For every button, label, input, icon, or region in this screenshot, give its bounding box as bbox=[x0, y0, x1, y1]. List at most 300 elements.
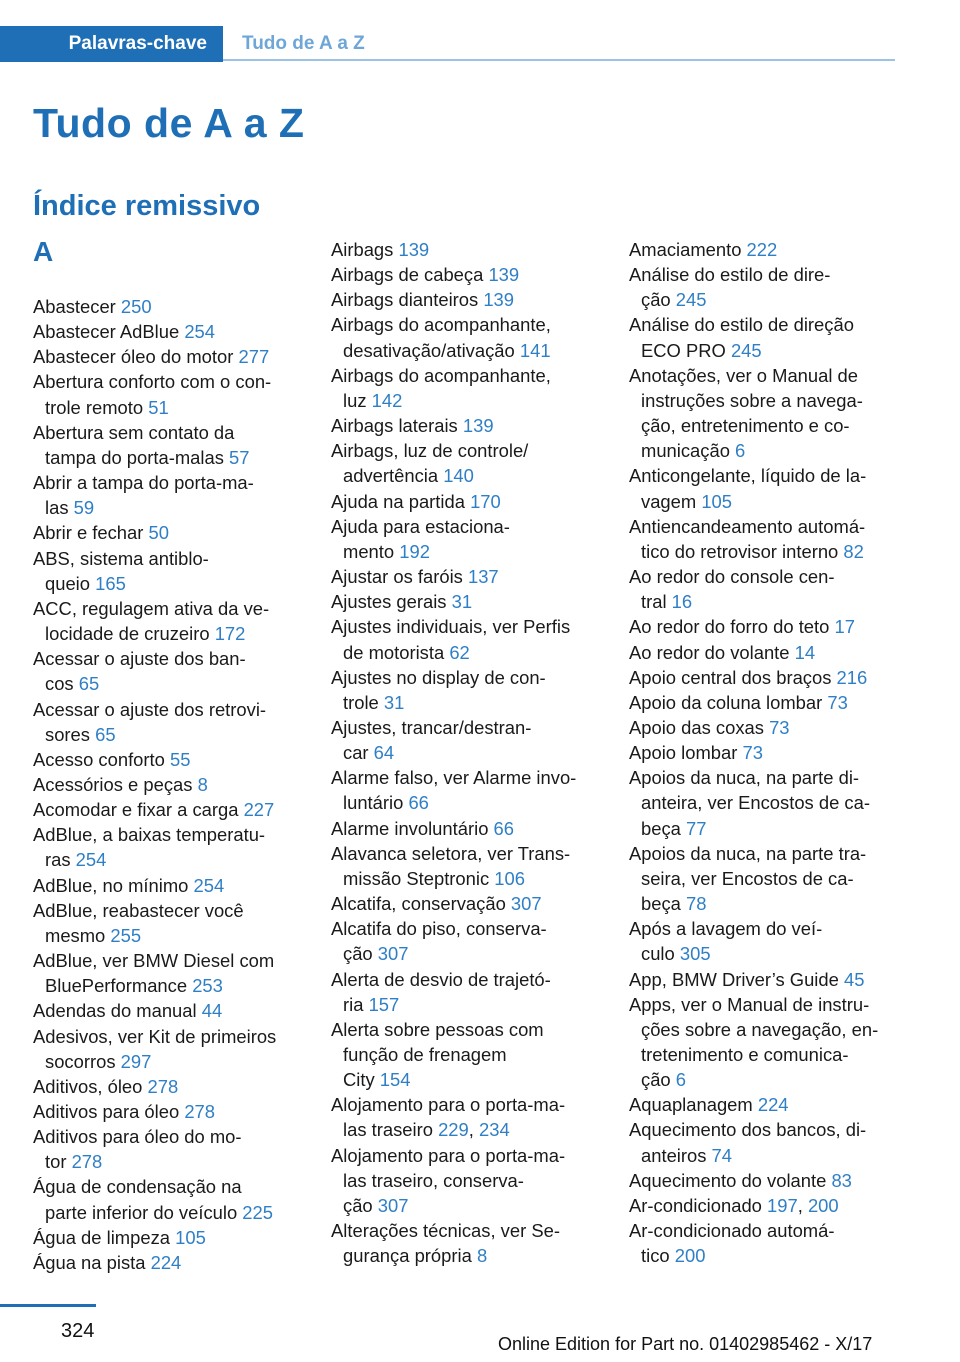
page-reference-link[interactable]: 139 bbox=[483, 289, 515, 311]
page-reference-link[interactable]: 141 bbox=[519, 339, 551, 361]
index-entry-line bbox=[33, 697, 303, 722]
index-entry-line bbox=[33, 1124, 303, 1149]
index-entry-text: Após a lavagem do veí- bbox=[629, 918, 823, 940]
page-reference-link[interactable]: 165 bbox=[95, 572, 126, 594]
index-entry-line bbox=[629, 992, 899, 1017]
index-entry-text: beça bbox=[641, 893, 686, 915]
index-entry-text: Acomodar e fixar a carga bbox=[33, 799, 244, 821]
page-reference-link[interactable]: 224 bbox=[757, 1094, 789, 1116]
index-entry-line bbox=[33, 621, 303, 646]
index-entry bbox=[33, 822, 303, 872]
index-entry-line bbox=[629, 312, 899, 337]
index-entry-line bbox=[629, 841, 899, 866]
index-entry-text: City bbox=[343, 1069, 380, 1091]
page-reference-link[interactable]: 139 bbox=[398, 239, 430, 260]
page-reference-link[interactable]: 225 bbox=[242, 1201, 273, 1223]
index-entry-text: missão Steptronic bbox=[343, 867, 495, 889]
index-entry bbox=[331, 1017, 601, 1092]
index-entry bbox=[629, 715, 899, 740]
index-entry-text: Alarme involuntário bbox=[331, 817, 494, 839]
page-reference-link[interactable]: 51 bbox=[148, 396, 169, 418]
page-reference-link[interactable]: 307 bbox=[510, 893, 542, 915]
index-entry bbox=[331, 312, 601, 362]
page-reference-link[interactable]: 105 bbox=[175, 1226, 206, 1248]
page-reference-link[interactable]: 73 bbox=[742, 742, 763, 764]
index-entry-line bbox=[33, 1049, 303, 1074]
page-reference-link[interactable]: 59 bbox=[73, 497, 95, 519]
index-entry bbox=[33, 948, 303, 998]
index-entry-line bbox=[33, 1024, 303, 1049]
page-reference-link[interactable]: 50 bbox=[148, 522, 169, 544]
page-reference-link[interactable]: 234 bbox=[478, 1119, 510, 1141]
index-entry-line bbox=[331, 463, 601, 488]
page-reference-link[interactable]: 172 bbox=[214, 623, 246, 645]
index-entry-text: AdBlue, no mínimo bbox=[33, 874, 194, 896]
index-entry-text: Airbags laterais bbox=[331, 415, 463, 437]
index-entry-line bbox=[331, 312, 601, 337]
page-reference-link[interactable]: 73 bbox=[769, 716, 790, 738]
index-entry-text: instruções sobre a navega- bbox=[641, 389, 863, 411]
index-entry-text: função de frenagem bbox=[343, 1044, 507, 1065]
index-entry-text: Alcatifa do piso, conserva- bbox=[331, 918, 547, 940]
page-reference-link[interactable]: 55 bbox=[169, 748, 191, 770]
index-entry-line bbox=[629, 262, 899, 287]
page-reference-link[interactable]: 64 bbox=[373, 742, 395, 764]
header-divider bbox=[223, 59, 895, 61]
page-reference-link[interactable]: 66 bbox=[408, 792, 429, 814]
index-entry-text: ções sobre a navegação, en- bbox=[641, 1018, 879, 1040]
index-entry-text: ria bbox=[343, 993, 369, 1015]
index-entry-line bbox=[33, 470, 303, 495]
page-title: Tudo de A a Z bbox=[33, 100, 305, 146]
index-entry-line bbox=[629, 539, 899, 564]
index-entry-line bbox=[33, 797, 303, 822]
index-entry bbox=[629, 740, 899, 765]
page-reference-link[interactable]: 44 bbox=[201, 1000, 223, 1022]
index-entry-line bbox=[33, 1074, 303, 1099]
index-entry-text: Água de limpeza bbox=[33, 1226, 176, 1248]
index-entry-line bbox=[331, 916, 601, 941]
page-reference-link[interactable]: 278 bbox=[147, 1075, 179, 1097]
page-reference-link[interactable]: 245 bbox=[675, 289, 707, 311]
index-entry-text: Airbags bbox=[331, 239, 399, 260]
index-entry bbox=[629, 665, 899, 690]
index-entry-text: Alterações técnicas, ver Se- bbox=[331, 1220, 560, 1242]
page-reference-link[interactable]: 6 bbox=[675, 1069, 686, 1091]
index-entry-text: Acesso conforto bbox=[33, 748, 170, 770]
index-entry bbox=[331, 514, 601, 564]
index-entry-line bbox=[629, 740, 899, 765]
index-entry-text: Apoios da nuca, na parte tra- bbox=[629, 842, 867, 864]
index-entry-line bbox=[33, 998, 303, 1023]
index-entry-line bbox=[331, 413, 601, 438]
index-entry-text: Ajustes, trancar/destran- bbox=[331, 716, 532, 738]
index-entry-text: advertência bbox=[343, 465, 444, 487]
page-reference-link[interactable]: 8 bbox=[476, 1245, 488, 1267]
index-entry-text: anteira, ver Encostos de ca- bbox=[641, 792, 870, 814]
index-entry-text: Ao redor do volante bbox=[629, 641, 795, 663]
index-entry-text: vagem bbox=[641, 490, 702, 512]
index-entry bbox=[331, 715, 601, 765]
index-entry-text: Alojamento para o porta-ma- bbox=[331, 1094, 566, 1116]
index-entry-text: Aquaplanagem bbox=[629, 1094, 758, 1116]
index-entry-text: Água na pista bbox=[33, 1251, 151, 1273]
index-entry-line bbox=[629, 589, 899, 614]
page-reference-link[interactable]: 157 bbox=[368, 993, 400, 1015]
index-entry-line bbox=[331, 992, 601, 1017]
index-entry-text: BluePerformance bbox=[45, 975, 193, 997]
page-reference-link[interactable]: 254 bbox=[75, 849, 107, 871]
index-entry-line bbox=[33, 671, 303, 696]
page-reference-link[interactable]: 82 bbox=[843, 540, 864, 562]
page-reference-link[interactable]: 216 bbox=[836, 666, 868, 688]
index-entry-line bbox=[629, 690, 899, 715]
index-entry-line bbox=[331, 1092, 601, 1117]
page-reference-link[interactable]: 197 bbox=[767, 1194, 798, 1216]
index-entry bbox=[33, 520, 303, 545]
index-entry-line bbox=[331, 1193, 601, 1218]
index-entry bbox=[33, 1250, 303, 1275]
page-reference-link[interactable]: 154 bbox=[379, 1069, 411, 1091]
page-reference-link[interactable]: 278 bbox=[71, 1151, 103, 1173]
page-reference-link[interactable]: 45 bbox=[843, 968, 865, 990]
index-entry-text: Alavanca seletora, ver Trans- bbox=[331, 842, 571, 864]
index-entry-line bbox=[331, 765, 601, 790]
index-entry-text: ção bbox=[641, 289, 676, 311]
index-entry-text: desativação/ativação bbox=[343, 339, 520, 361]
index-entry-line bbox=[33, 495, 303, 520]
index-entry-line bbox=[629, 1017, 899, 1042]
index-entry bbox=[331, 589, 601, 614]
index-entry-line bbox=[629, 489, 899, 514]
index-entry bbox=[331, 891, 601, 916]
index-entry-line bbox=[33, 571, 303, 596]
index-entry-line bbox=[629, 237, 899, 262]
index-entry-text: Ar-condicionado automá- bbox=[629, 1220, 835, 1242]
index-entry-line bbox=[331, 1143, 601, 1168]
index-entry-line bbox=[33, 319, 303, 344]
index-entry-text: Aditivos, óleo bbox=[33, 1075, 148, 1097]
index-entry bbox=[331, 1092, 601, 1142]
page-reference-link[interactable]: 8 bbox=[197, 773, 208, 795]
index-entry-line bbox=[629, 1042, 899, 1067]
page-reference-link[interactable]: 200 bbox=[807, 1194, 839, 1216]
page-reference-link[interactable]: 277 bbox=[238, 346, 270, 368]
index-entry-line bbox=[331, 564, 601, 589]
index-entry bbox=[33, 1099, 303, 1124]
page-reference-link[interactable]: 250 bbox=[120, 296, 152, 317]
index-entry bbox=[33, 1225, 303, 1250]
page-reference-link[interactable]: 139 bbox=[488, 264, 520, 286]
index-entry bbox=[331, 967, 601, 1017]
index-entry-line bbox=[629, 1243, 899, 1268]
index-entry bbox=[33, 1124, 303, 1174]
page-reference-link[interactable]: 253 bbox=[192, 975, 223, 997]
page-reference-link[interactable]: 307 bbox=[377, 943, 409, 965]
index-entry bbox=[331, 816, 601, 841]
index-entry bbox=[33, 772, 303, 797]
index-entry-line bbox=[33, 1225, 303, 1250]
index-entry-line bbox=[331, 891, 601, 916]
index-entry-line: Ar-condicionado 197, 200 bbox=[629, 1194, 839, 1216]
page-reference-link[interactable]: 227 bbox=[243, 799, 275, 821]
index-entry bbox=[33, 319, 303, 344]
index-entry-line bbox=[629, 790, 899, 815]
index-entry-text: seira, ver Encostos de ca- bbox=[641, 867, 854, 889]
index-entry-text: ACC, regulagem ativa da ve- bbox=[33, 597, 270, 619]
index-entry-text: Abrir a tampa do porta-ma- bbox=[33, 472, 254, 494]
index-entry-text: municação bbox=[641, 440, 736, 462]
index-entry bbox=[331, 1218, 601, 1268]
index-entry-line bbox=[629, 640, 899, 665]
index-entry bbox=[629, 1168, 899, 1193]
page-reference-link[interactable]: 192 bbox=[399, 540, 430, 562]
index-entry bbox=[331, 765, 601, 815]
index-entry-text: las bbox=[45, 497, 74, 519]
index-entry-line bbox=[629, 866, 899, 891]
tab-tudo-de-a-a-z[interactable]: Tudo de A a Z bbox=[242, 33, 365, 54]
index-entry-text: Amaciamento bbox=[629, 239, 747, 260]
page-reference-link[interactable]: 14 bbox=[794, 641, 816, 663]
index-entry-text: Anticongelante, líquido de la- bbox=[629, 465, 867, 487]
index-entry-line bbox=[33, 847, 303, 872]
page-reference-link[interactable]: 137 bbox=[467, 566, 499, 588]
index-entry-line bbox=[331, 715, 601, 740]
index-entry-text: Ao redor do forro do teto bbox=[629, 616, 835, 638]
index-entry-text: las traseiro bbox=[343, 1119, 439, 1141]
index-entry-text: Alerta de desvio de trajetó- bbox=[331, 968, 551, 990]
index-entry-line bbox=[629, 816, 899, 841]
index-entry-text: tico do retrovisor interno bbox=[641, 540, 844, 562]
index-entry-line bbox=[331, 363, 601, 388]
index-entry-line bbox=[33, 420, 303, 445]
index-entry bbox=[629, 237, 899, 262]
index-entry-line bbox=[331, 262, 601, 287]
index-entry-text: Acessar o ajuste dos ban- bbox=[33, 648, 246, 670]
page-reference-link[interactable]: 222 bbox=[746, 239, 778, 260]
index-entry-line bbox=[331, 665, 601, 690]
index-entry bbox=[331, 1143, 601, 1218]
page-reference-link[interactable]: 66 bbox=[493, 817, 514, 839]
index-entry bbox=[331, 841, 601, 891]
index-entry-text: tor bbox=[45, 1151, 72, 1173]
index-column-1 bbox=[33, 237, 303, 1275]
index-entry bbox=[629, 564, 899, 614]
index-entry-line bbox=[33, 520, 303, 545]
index-entry-line bbox=[33, 747, 303, 772]
index-entry bbox=[331, 916, 601, 966]
index-entry-line bbox=[629, 413, 899, 438]
index-entry bbox=[629, 1117, 899, 1167]
index-entry-text: gurança própria bbox=[343, 1245, 477, 1267]
index-entry-text: AdBlue, ver BMW Diesel com bbox=[33, 950, 275, 972]
index-entry-line bbox=[331, 967, 601, 992]
page-reference-link[interactable]: 31 bbox=[451, 591, 473, 613]
index-entry bbox=[33, 420, 303, 470]
index-entry bbox=[33, 1174, 303, 1224]
section-subtitle: Índice remissivo bbox=[33, 190, 261, 222]
index-entry-text: Ajuda para estaciona- bbox=[331, 515, 510, 537]
index-entry bbox=[629, 916, 899, 966]
index-entry-text: Abastecer AdBlue bbox=[33, 321, 185, 343]
page-reference-link[interactable]: 254 bbox=[193, 874, 225, 896]
page-reference-link[interactable]: 170 bbox=[470, 490, 501, 512]
index-entry-line bbox=[33, 1250, 303, 1275]
index-entry-line bbox=[629, 514, 899, 539]
index-entry-text: tral bbox=[641, 591, 672, 613]
index-entry-text: luntário bbox=[343, 792, 409, 814]
index-entry-line bbox=[629, 388, 899, 413]
index-entry-line bbox=[331, 589, 601, 614]
index-entry bbox=[33, 797, 303, 822]
index-entry-line bbox=[33, 772, 303, 797]
index-entry bbox=[629, 312, 899, 362]
page-reference-link[interactable]: 200 bbox=[674, 1245, 706, 1267]
page-reference-link[interactable]: 245 bbox=[730, 339, 762, 361]
index-entry-line bbox=[331, 640, 601, 665]
index-entry-text: Água de condensação na bbox=[33, 1176, 242, 1198]
index-entry-text: Ajustes gerais bbox=[331, 591, 452, 613]
page-reference-link[interactable]: 139 bbox=[462, 415, 494, 437]
index-entry-text: socorros bbox=[45, 1050, 121, 1072]
index-entry-line bbox=[629, 916, 899, 941]
page-reference-link[interactable]: 254 bbox=[184, 321, 215, 343]
index-entry-line bbox=[331, 614, 601, 639]
index-entry-line bbox=[33, 369, 303, 394]
index-entry-line bbox=[629, 715, 899, 740]
index-entry-line bbox=[331, 539, 601, 564]
index-entry-text: cos bbox=[45, 673, 79, 695]
page-reference-link[interactable]: 62 bbox=[449, 641, 470, 663]
index-entry bbox=[331, 489, 601, 514]
page-reference-link[interactable]: 17 bbox=[834, 616, 855, 638]
index-entry-line bbox=[629, 967, 899, 992]
index-entry-text: Anotações, ver o Manual de bbox=[629, 364, 859, 386]
page-reference-link[interactable]: 307 bbox=[377, 1194, 409, 1216]
index-letter-heading: A bbox=[33, 236, 54, 267]
index-entry-line bbox=[331, 438, 601, 463]
index-entry-text: AdBlue, a baixas temperatu- bbox=[33, 824, 266, 846]
tab-palavras-chave[interactable]: Palavras-chave bbox=[0, 26, 223, 62]
index-entry bbox=[629, 262, 899, 312]
index-entry bbox=[33, 369, 303, 419]
index-entry bbox=[33, 1074, 303, 1099]
index-entry-line bbox=[331, 514, 601, 539]
index-entry-text: Aditivos para óleo do mo- bbox=[33, 1126, 242, 1148]
index-entry-text: Abastecer bbox=[33, 296, 121, 317]
index-entry-line bbox=[629, 564, 899, 589]
page-reference-link[interactable]: 278 bbox=[184, 1101, 215, 1122]
index-entry-line bbox=[629, 438, 899, 463]
index-entry-text: Ajustes no display de con- bbox=[331, 666, 546, 688]
page-reference-link[interactable]: 6 bbox=[735, 440, 746, 462]
page-reference-link[interactable]: 106 bbox=[494, 867, 525, 889]
index-entry-text: beça bbox=[641, 817, 686, 839]
index-entry-text: sores bbox=[45, 723, 96, 745]
page-reference-link[interactable]: 16 bbox=[671, 591, 693, 613]
index-entry-line bbox=[629, 338, 899, 363]
index-entry bbox=[33, 344, 303, 369]
index-entry-line bbox=[33, 395, 303, 420]
page-reference-link[interactable]: 65 bbox=[95, 723, 116, 745]
index-entry-text: Apoio da coluna lombar bbox=[629, 691, 828, 713]
page-reference-link[interactable]: 65 bbox=[78, 673, 100, 695]
page-reference-link[interactable]: 31 bbox=[383, 691, 405, 713]
index-entry-line bbox=[629, 1143, 899, 1168]
index-entry-line bbox=[331, 690, 601, 715]
index-entry-text: Alerta sobre pessoas com bbox=[331, 1018, 544, 1040]
index-entry-line bbox=[33, 546, 303, 571]
index-entry bbox=[629, 363, 899, 464]
page-reference-link[interactable]: 78 bbox=[686, 893, 707, 915]
index-entry bbox=[331, 287, 601, 312]
index-entry-line bbox=[629, 463, 899, 488]
index-entry-text: mento bbox=[343, 540, 400, 562]
page-reference-link[interactable]: 140 bbox=[443, 465, 474, 487]
index-entry-line bbox=[33, 646, 303, 671]
page-reference-link[interactable]: 74 bbox=[711, 1144, 733, 1166]
index-entry bbox=[33, 873, 303, 898]
page-reference-link[interactable]: 224 bbox=[150, 1251, 182, 1273]
index-entry-text: Adendas do manual bbox=[33, 1000, 202, 1022]
index-entry bbox=[331, 665, 601, 715]
index-entry bbox=[33, 697, 303, 747]
index-entry-text: AdBlue, reabastecer você bbox=[33, 899, 244, 921]
page-reference-link[interactable]: 305 bbox=[679, 943, 711, 965]
index-entry-line bbox=[33, 344, 303, 369]
index-entry-line bbox=[331, 1067, 601, 1092]
header-tabs bbox=[0, 26, 895, 62]
page-number: 324 bbox=[61, 1320, 95, 1342]
index-entry-text: ção bbox=[343, 1194, 378, 1216]
index-entry-text: Aquecimento dos bancos, di- bbox=[629, 1119, 867, 1141]
page-reference-link[interactable]: 105 bbox=[701, 490, 732, 512]
index-entry-text: ção bbox=[641, 1069, 676, 1091]
page-reference-link[interactable]: 77 bbox=[686, 817, 707, 839]
index-entry-text: App, BMW Driver’s Guide bbox=[629, 968, 844, 990]
page-reference-link[interactable]: 142 bbox=[371, 389, 403, 411]
index-entry-line bbox=[331, 866, 601, 891]
index-entry-line bbox=[33, 973, 303, 998]
index-entry-text: Apoio central dos braços bbox=[629, 666, 837, 688]
index-entry-text: Análise do estilo de dire- bbox=[629, 264, 831, 286]
page-reference-link[interactable]: 83 bbox=[831, 1169, 852, 1191]
index-entry-text: luz bbox=[343, 389, 372, 411]
index-entry bbox=[33, 546, 303, 596]
index-entry-text: Alcatifa, conservação bbox=[331, 893, 511, 915]
index-entry-line bbox=[629, 1067, 899, 1092]
page-reference-link[interactable]: 297 bbox=[120, 1050, 152, 1072]
index-entry-text: ras bbox=[45, 849, 76, 871]
index-entry-text: Airbags do acompanhante, bbox=[331, 314, 551, 336]
index-entry bbox=[331, 438, 601, 488]
index-entry-line bbox=[331, 1168, 601, 1193]
page-reference-link[interactable]: 73 bbox=[827, 691, 848, 713]
index-entry-line bbox=[331, 790, 601, 815]
page-reference-link[interactable]: 229 bbox=[438, 1119, 469, 1141]
index-entry-line bbox=[629, 287, 899, 312]
index-entry-text: de motorista bbox=[343, 641, 450, 663]
index-entry-line bbox=[33, 948, 303, 973]
page-reference-link[interactable]: 57 bbox=[229, 446, 250, 468]
index-entry bbox=[33, 596, 303, 646]
index-column-2 bbox=[331, 237, 601, 1268]
index-entry-text: mesmo bbox=[45, 924, 111, 946]
index-entry-line bbox=[629, 1218, 899, 1243]
index-entry-line bbox=[629, 941, 899, 966]
index-entry bbox=[33, 747, 303, 772]
page-reference-link[interactable]: 255 bbox=[110, 924, 142, 946]
